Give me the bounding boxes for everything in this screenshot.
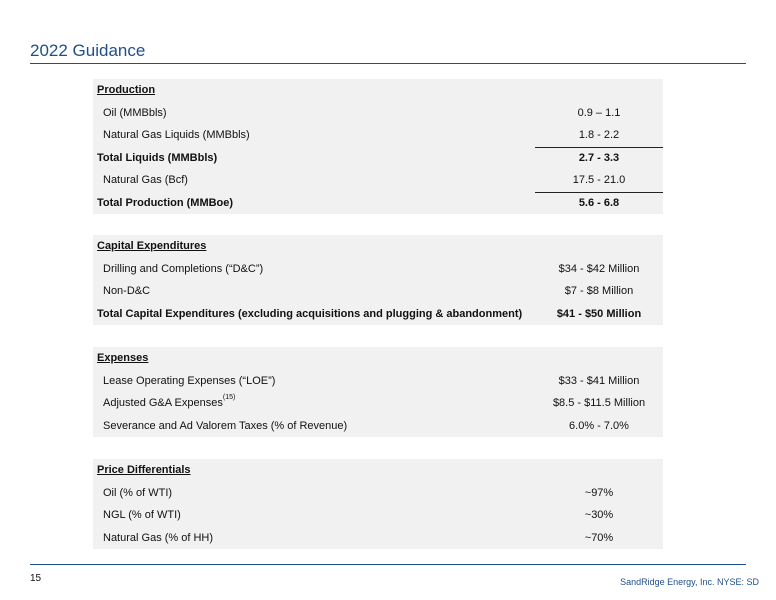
table-row — [93, 124, 663, 147]
title-divider — [30, 63, 746, 64]
row-label: Oil (MMBbls) — [103, 106, 167, 119]
row-label: Oil (% of WTI) — [103, 486, 173, 499]
row-label: NGL (% of WTI) — [103, 509, 181, 521]
row-label-text: Adjusted G&A Expenses — [103, 397, 223, 409]
total-row — [93, 303, 663, 326]
page-number: 15 — [30, 573, 42, 584]
section-header — [93, 235, 663, 258]
table-row — [93, 280, 663, 303]
table-row — [93, 370, 663, 393]
page-title: 2022 Guidance — [30, 41, 146, 60]
row-value: ~70% — [584, 531, 614, 544]
row-label: Total Capital Expenditures (excluding acquisitions and plugging & abandonment) — [97, 307, 523, 320]
row-label: Lease Operating Expenses (“LOE”) — [103, 374, 276, 387]
row-label: Natural Gas (% of HH) — [103, 531, 214, 544]
row-value: ~30% — [584, 509, 614, 521]
row-value: ~97% — [584, 486, 614, 499]
section-header — [93, 459, 663, 482]
capex-section — [93, 235, 663, 325]
row-label: Natural Gas Liquids (MMBbls) — [103, 129, 250, 141]
row-label: Severance and Ad Valorem Taxes (% of Revenue) — [103, 419, 348, 432]
section-title: Capital Expenditures — [97, 240, 207, 252]
row-value: $34 - $42 Million — [558, 262, 640, 275]
table-row — [93, 392, 663, 415]
table-row — [93, 482, 663, 505]
row-value: $33 - $41 Million — [558, 374, 640, 387]
row-label: Total Production (MMBoe) — [97, 196, 234, 209]
section-title: Expenses — [97, 352, 149, 364]
row-label: Total Liquids (MMBbls) — [97, 151, 218, 164]
table-row — [93, 258, 663, 281]
table-row — [93, 169, 663, 192]
row-value: 1.8 - 2.2 — [578, 129, 620, 141]
subtotal-row — [93, 147, 663, 170]
expenses-section — [93, 347, 663, 437]
footer-company: SandRidge Energy, Inc. NYSE: SD — [620, 577, 759, 587]
footnote-marker: (15) — [222, 394, 236, 401]
row-value: 2.7 - 3.3 — [535, 147, 663, 169]
section-header — [93, 347, 663, 370]
row-value: $41 - $50 Million — [556, 307, 642, 320]
row-label: Drilling and Completions (“D&C”) — [103, 262, 264, 275]
table-row — [93, 527, 663, 550]
row-value: 17.5 - 21.0 — [572, 174, 626, 186]
section-title: Price Differentials — [97, 464, 191, 476]
total-row — [93, 192, 663, 215]
row-label — [103, 392, 235, 415]
production-section — [93, 79, 663, 214]
table-row — [93, 415, 663, 438]
row-label: Natural Gas (Bcf) — [103, 174, 188, 186]
row-value: $7 - $8 Million — [564, 285, 634, 297]
table-row — [93, 102, 663, 125]
row-label: Non-D&C — [103, 285, 151, 297]
section-header — [93, 79, 663, 102]
price-differentials-section — [93, 459, 663, 549]
row-value: 0.9 – 1.1 — [577, 106, 621, 119]
row-value: $8.5 - $11.5 Million — [552, 397, 646, 409]
row-value: 5.6 - 6.8 — [535, 192, 663, 214]
row-value: 6.0% - 7.0% — [569, 419, 629, 432]
table-row — [93, 504, 663, 527]
footer-divider — [30, 564, 746, 565]
section-title: Production — [97, 84, 156, 96]
